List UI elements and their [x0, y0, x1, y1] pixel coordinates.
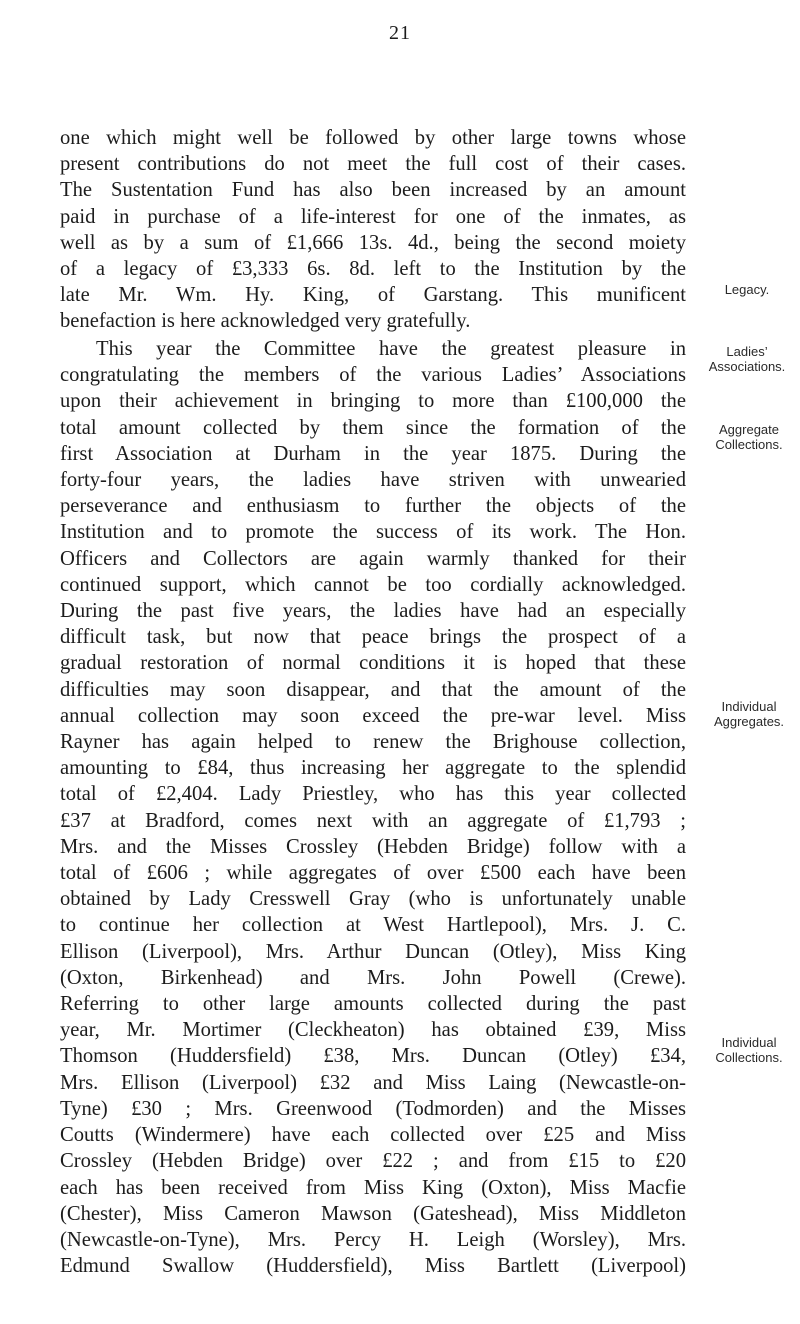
text-line: Mrs. Ellison (Liverpool) £32 and Miss Laing (Newcastle-on-: [60, 1071, 686, 1094]
margin-note-individual-aggregates: [704, 699, 794, 729]
margin-note-line: Legacy.: [724, 282, 770, 297]
text-line: The Sustentation Fund has also been increased by an amount: [60, 179, 686, 202]
page-number: 21: [389, 22, 411, 44]
text-line: amounting to £84, thus increasing her aggregate to the splendid: [60, 757, 686, 780]
margin-note-line: Aggregates.: [713, 714, 785, 729]
text-line: total of £606 ; while aggregates of over £500 each have been: [60, 862, 686, 885]
text-line: Institution and to promote the success of its work. The Hon.: [60, 521, 686, 544]
margin-note-line: Collections.: [715, 437, 783, 452]
margin-note-aggregate-collections: [704, 422, 794, 452]
text-line: annual collection may soon exceed the pre-war level. Miss: [60, 704, 686, 727]
paragraph-ladies-associations: [60, 336, 686, 1279]
text-line: £37 at Bradford, comes next with an aggregate of £1,793 ;: [60, 809, 686, 832]
margin-note-line: Aggregate: [719, 422, 779, 437]
text-line: Referring to other large amounts collected during the past: [60, 993, 686, 1016]
text-line: perseverance and enthusiasm to further the objects of the: [60, 495, 686, 518]
text-line: benefaction is here acknowledged very gratefully.: [60, 310, 471, 333]
text-line: difficult task, but now that peace brings the prospect of a: [60, 626, 686, 649]
text-line: difficulties may soon disappear, and that the amount of the: [60, 678, 686, 701]
margin-note-line: Ladies’: [726, 344, 768, 359]
text-line: Tyne) £30 ; Mrs. Greenwood (Todmorden) and the Misses: [60, 1097, 686, 1120]
text-line: Officers and Collectors are again warmly thanked for their: [60, 547, 686, 570]
text-line: This year the Committee have the greatest pleasure in: [96, 338, 686, 360]
text-line: upon their achievement in bringing to more than £100,000 the: [60, 390, 686, 413]
margin-note-ladies-associations: [702, 344, 792, 374]
text-line: total of £2,404. Lady Priestley, who has this year collected: [60, 783, 686, 806]
text-line: year, Mr. Mortimer (Cleckheaton) has obtained £39, Miss: [60, 1019, 686, 1042]
text-line: to continue her collection at West Hartlepool), Mrs. J. C.: [60, 914, 686, 937]
margin-note-legacy: [702, 282, 792, 297]
margin-note-line: Collections.: [715, 1050, 783, 1065]
text-line: obtained by Lady Cresswell Gray (who is unfortunately unable: [60, 888, 686, 911]
text-line: one which might well be followed by other large towns whose: [60, 127, 686, 149]
text-line: first Association at Durham in the year 1875. During the: [60, 442, 686, 465]
text-line: During the past five years, the ladies have had an especially: [60, 600, 686, 623]
text-line: Edmund Swallow (Huddersfield), Miss Bartlett (Liverpool): [60, 1255, 686, 1278]
text-line: of a legacy of £3,333 6s. 8d. left to the Institution by the: [60, 258, 686, 281]
text-line: (Oxton, Birkenhead) and Mrs. John Powell (Crewe).: [60, 966, 686, 989]
text-line: (Newcastle-on-Tyne), Mrs. Percy H. Leigh (Worsley), Mrs.: [60, 1228, 686, 1251]
text-line: paid in purchase of a life-interest for one of the inmates, as: [60, 205, 686, 228]
text-line: (Chester), Miss Cameron Mawson (Gateshead), Miss Middleton: [60, 1202, 686, 1225]
margin-note-line: Associations.: [708, 359, 786, 374]
margin-note-line: Individual: [721, 699, 777, 714]
text-line: Thomson (Huddersfield) £38, Mrs. Duncan (Otley) £34,: [60, 1045, 686, 1068]
text-line: Mrs. and the Misses Crossley (Hebden Bridge) follow with a: [60, 835, 686, 858]
text-line: present contributions do not meet the full cost of their cases.: [60, 153, 686, 176]
paragraph-sustentation-fund: [60, 125, 686, 335]
text-line: continued support, which cannot be too cordially acknowledged.: [60, 573, 686, 596]
text-line: Ellison (Liverpool), Mrs. Arthur Duncan (Otley), Miss King: [60, 940, 686, 963]
margin-note-individual-collections: [704, 1035, 794, 1065]
text-line: Crossley (Hebden Bridge) over £22 ; and from £15 to £20: [60, 1150, 686, 1173]
text-line: late Mr. Wm. Hy. King, of Garstang. This munificent: [60, 284, 686, 307]
text-line: Coutts (Windermere) have each collected over £25 and Miss: [60, 1124, 686, 1147]
text-line: each has been received from Miss King (Oxton), Miss Macfie: [60, 1176, 686, 1199]
margin-note-line: Individual: [721, 1035, 777, 1050]
text-line: well as by a sum of £1,666 13s. 4d., being the second moiety: [60, 231, 686, 254]
text-line: forty-four years, the ladies have striven with unwearied: [60, 469, 686, 492]
text-line: congratulating the members of the various Ladies’ Associations: [60, 364, 686, 387]
text-line: Rayner has again helped to renew the Brighouse collection,: [60, 731, 686, 754]
text-line: gradual restoration of normal conditions it is hoped that these: [60, 652, 686, 675]
text-line: total amount collected by them since the formation of the: [60, 416, 686, 439]
